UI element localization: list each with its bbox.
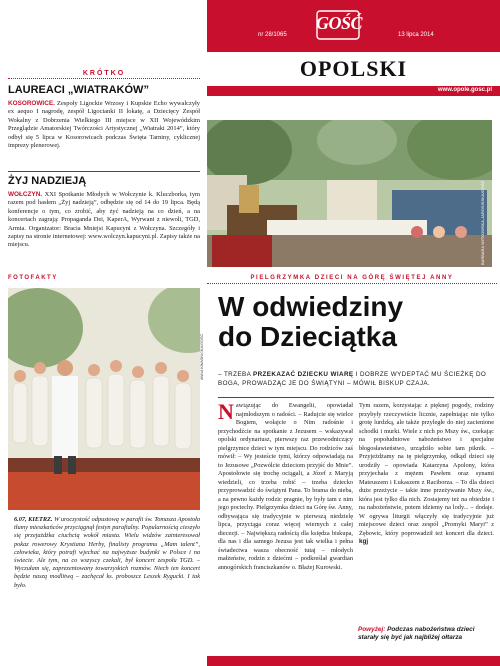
section-divider	[8, 171, 200, 172]
issue-number: nr 28/1065	[258, 32, 287, 38]
edition-title: OPOLSKI	[299, 56, 408, 81]
photo-caption	[358, 626, 494, 643]
caption-lead: Powyżej:	[358, 626, 388, 633]
nadzieja-lead: WOŁCZYN.	[8, 191, 43, 198]
deck-rule	[218, 397, 494, 398]
nadzieja-title: ŻYJ NADZIEJĄ	[8, 175, 87, 187]
section-rule	[207, 283, 497, 284]
article-deck	[218, 370, 494, 388]
fotofakty-label: FOTOFAKTY	[8, 275, 58, 281]
laureaci-lead: KOSOROWICE.	[8, 100, 55, 107]
photo-credit: ANNA KWASNICKA/GOŚĆ	[200, 333, 204, 380]
laureaci-title: LAUREACI „WIATRAKÓW”	[8, 84, 149, 96]
headline-line-2: do Dzieciątka	[218, 321, 397, 352]
choir-caption	[14, 516, 200, 590]
deck-post: I DOBRZE WYDEPTAĆ MU ŚCIEŻKĘ DO BOGA, PROWADZĄC JE DO ŚWIĄTYNI – MÓWIŁ BISKUP CZAJA.	[218, 371, 487, 387]
gosc-logo	[316, 10, 363, 42]
drop-cap: N	[218, 399, 234, 424]
nadzieja-body	[8, 191, 200, 250]
article-headline	[218, 292, 498, 352]
article-column-2	[359, 402, 494, 547]
caption-lead: 6.07, KIETRZ.	[14, 516, 53, 523]
pilgrimage-photo	[207, 120, 492, 267]
author-signature: kgj	[359, 538, 369, 545]
article-column-1	[218, 399, 353, 572]
edition-url[interactable]: www.opole.gosc.pl	[437, 87, 492, 93]
column-2-text: Tym razem, korzystając z pięknej pogody, rodziny przybyły rzeczywiście licznie, zapełniając nie tylko grotę lurdzką, ale także przyległe do niej zacienione schodki i murki. Wiele z nich po Mszy św., czekając na popołudniowe nabożeństwo i specjalne błogosławieństwo, urządziło sobie tam piknik. – Przyjeżdżamy na tę pielgrzymkę, odkąd dzieci się urodziły – opowiada Katarzyna Apolony, która przyjechała z mężem Pawłem oraz synami Mateuszem i Łukaszem z Raciborza. – To dla dzieci duże przeżycie – takie inne przeżywanie Mszy św., która jest tylko dla nich. Zostajemy też na obiedzie i na nabożeństwie, potem idziemy na lody... – dodaje. W ogrywa liturgii włączyły się tradycyjnie już miejscowe dzieci oraz zespół „Promyki Maryi” z Żębowic, który poprowadził też koncert dla dzieci.	[359, 402, 494, 537]
logo-text: GOŚĆ	[316, 13, 363, 33]
article-section-label: PIELGRZYMKA DZIECI NA GÓRĘ ŚWIĘTEJ ANNY	[250, 275, 454, 281]
nadzieja-text: XXI Spotkanie Młodych w Wołczynie k. Kluczborka, tym razem pod hasłem „Żyj nadzieją”, odbędzie się od 14 do 19 lipca. Będą konferencje o tym, co zrobić, aby żyć nadzieją na co dzień, a na koncertach zagrają: Propaganda Dei, KaperA, Wyrwani z niewoli, TGD, Armia. Organizator: Bracia Mniejsi Kapucyni z Wołczyna. Szczegóły i zapisy na stronie internetowej: www.wolczyn.kapucyni.pl. Zapisy także na miejscu.	[8, 191, 200, 249]
headline-line-1: W odwiedziny	[218, 291, 404, 322]
choir-photo	[8, 288, 200, 510]
photo-credit: BARBARA WITKOWSKA-JAROSIŃSKA/GOŚĆ	[480, 180, 485, 265]
deck-bold: PRZEKAZAĆ DZIECKU WIARĘ	[252, 371, 354, 378]
issue-date: 13 lipca 2014	[398, 32, 434, 38]
laureaci-body	[8, 100, 200, 150]
krotko-label: KRÓTKO	[82, 70, 126, 77]
caption-text: W uroczystość odpustową w parafii św. Tomasza Apostoła tłumy mieszkańców przyciągnął festyn parafialny. Popularnością cieszyło się przejażdżka ciuchcią wokół miasta. Wielu widzów zainteresował pokaz rowerowy Krystiana Herby, finalisty programu „Mam talent”, człowieka, który potrafi wjechać na najwyższe budynki w Polsce i na świecie. Ale tym, na co wszyscy czekali, był koncert zespołu TGD. – Wyczułam się, zaprezentowany towarzyskich rozmów. Niech ten koncert będzie naszą modlitwą – zachęcał ks. proboszcz Leszek Rygucki. I tak było.	[14, 516, 200, 589]
footer-bar	[207, 656, 500, 666]
deck-pre: – TRZEBA	[218, 371, 253, 378]
column-1-text: awiązując do Ewangelii, opowiadał najmłodszym o radości. – Radujcie się wielce Bogiem, wołajcie o Nim radośnie i przychodźcie na spotkanie z Jezusem – wskazywał opolski ordynariusz, pierwszy raz przewodniczący pielgrzymce dzieci w tym miejscu. Do rodziców zaś mówił: – Wy jesteście tymi, którzy odpowiadają na to Jezusowe „Pozwólcie dzieciom przyjść do Mnie”. Apostołowie się trochę ociągali, a Józef z Maryją wiedzieli, co trzeba robić – trzeba dziecko przyprowadzić do świątyni Pana. To brama do nieba, a na pewno każdy rodzic pragnie, by były tam z nim jego pociechy. Pielgrzymka dzieci na Górę św. Anny, odbywająca się tradycyjnie w pierwszą niedzielę lipca, przyciąga coraz więcej wiernych z całej diecezji. – Największą radością dla księdza biskupa, dla nas i dla samego Jezusa jest tak wielka i pełna świadectwa wasza obecność tutaj – młodych małżeństw, rodzin z dziećmi – podkreślał gwardian annogórskich franciszkanów o. Błażej Kurowski.	[218, 402, 353, 571]
caption-text: Podczas nabożeństwa dzieci starały się być jak najbliżej ołtarza	[358, 626, 475, 642]
krotko-rule	[8, 78, 200, 79]
laureaci-text: Zespoły Ligockie Wrzosy i Kupskie Echo wywalczyły ex aequo I nagrodę, zespół Ligocianki II lokatę, a Dziecięcy Zespół Wokalny z Dobrzenia Wielkiego III miejsce w XII Wojewódzkim Przeglądzie Amatorskiej Twórczości Artystycznej „Wiatraki 2014”, który odbył się 5 lipca w Kosorowicach podczas Święta Tarniny, cyklicznej imprezy plenerowej.	[8, 100, 200, 150]
